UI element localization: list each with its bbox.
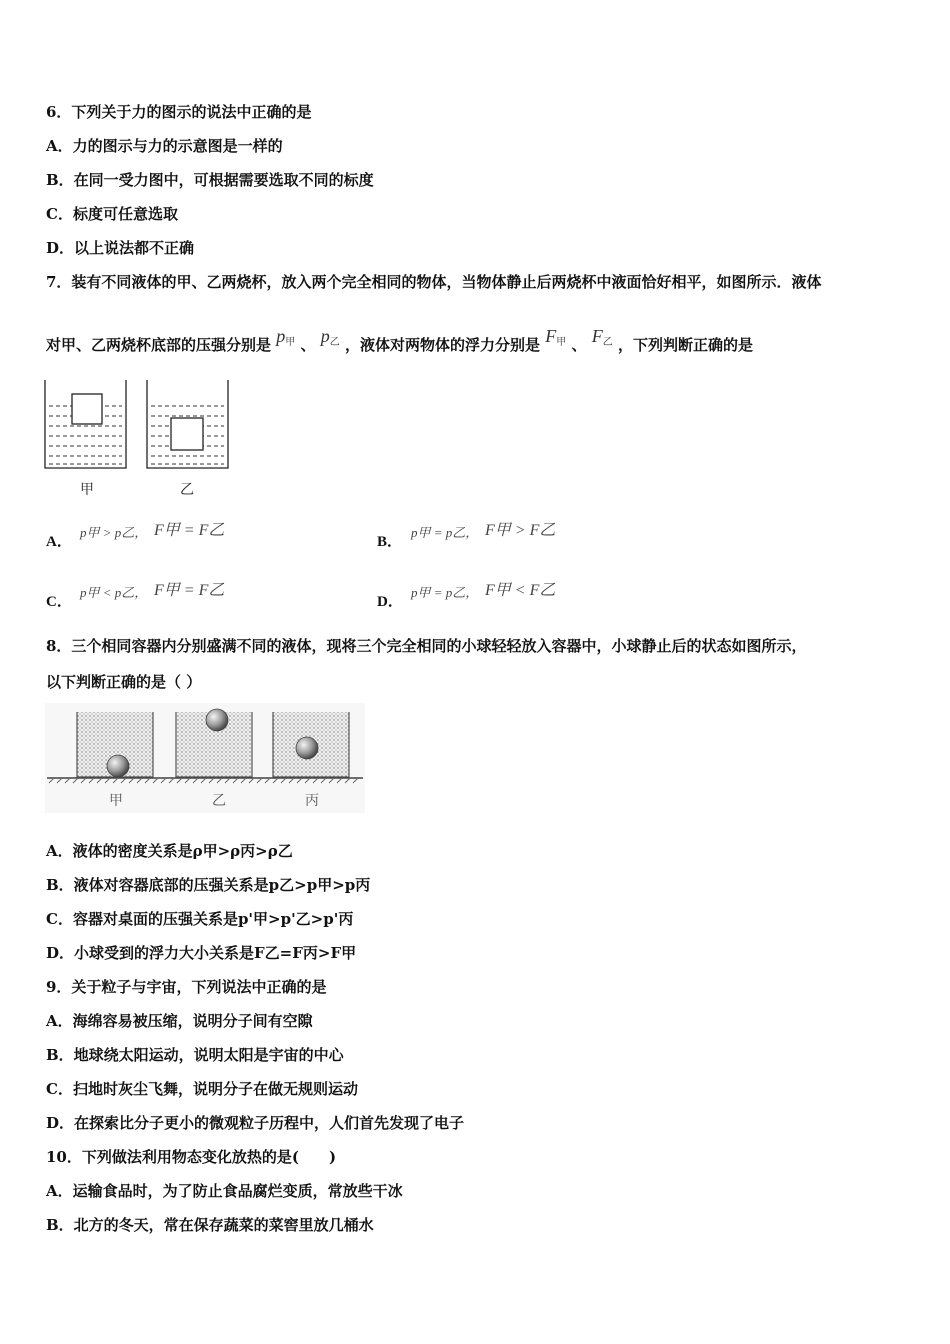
ball-jia xyxy=(107,755,129,777)
q7-fig-label-yi: 乙 xyxy=(180,482,194,498)
q9-stem: 9．关于粒子与宇宙，下列说法中正确的是 xyxy=(46,978,327,996)
q7-stem-line1: 7．装有不同液体的甲、乙两烧杯，放入两个完全相同的物体，当物体静止后两烧杯中液面恰好相平，如图所示．液体 xyxy=(46,273,822,291)
q8-option-d: D．小球受到的浮力大小关系是F乙=F丙>F甲 xyxy=(46,944,357,962)
q7-option-d-pressure: p甲 = p乙， xyxy=(411,585,479,600)
q7-stem-text-a: 对甲、乙两烧杯底部的压强分别是 xyxy=(46,336,272,354)
block-jia xyxy=(72,394,102,424)
ball-bing xyxy=(296,737,318,759)
q10-option-a: A．运输食品时，为了防止食品腐烂变质，常放些干冰 xyxy=(46,1182,403,1200)
container-jia xyxy=(77,712,153,777)
q7-option-c-force: F甲 = F乙 xyxy=(154,582,225,599)
q10-option-b: B．北方的冬天，常在保存蔬菜的菜窖里放几桶水 xyxy=(46,1216,374,1234)
q7-sep1: 、 xyxy=(300,336,316,354)
container-yi xyxy=(176,709,252,777)
q6-option-b: B．在同一受力图中，可根据需要选取不同的标度 xyxy=(46,171,374,189)
q7-symbol-p-yi: p乙 xyxy=(320,326,340,348)
q7-option-d-force: F甲 < F乙 xyxy=(485,582,556,599)
q6-option-c: C．标度可任意选取 xyxy=(46,205,178,223)
q8-fig-label-jia: 甲 xyxy=(109,793,123,809)
q7-option-c-label: C． xyxy=(46,594,72,610)
q8-fig-label-yi: 乙 xyxy=(212,793,226,809)
q7-option-b-force: F甲 > F乙 xyxy=(485,522,556,539)
q8-stem-line1: 8．三个相同容器内分别盛满不同的液体，现将三个完全相同的小球轻轻放入容器中，小球静止后的状态如图所示， xyxy=(46,637,807,655)
q7-option-d-label: D． xyxy=(377,594,403,610)
q7-option-a-pressure: p甲 > p乙， xyxy=(80,525,148,540)
q6-option-d: D．以上说法都不正确 xyxy=(46,239,195,257)
q9-option-b: B．地球绕太阳运动，说明太阳是宇宙的中心 xyxy=(46,1046,344,1064)
q8-fig-label-bing: 丙 xyxy=(305,793,319,809)
q7-symbol-f-yi: F乙 xyxy=(591,326,613,348)
q7-symbol-f-jia: F甲 xyxy=(545,326,567,348)
beaker-yi xyxy=(147,380,228,468)
q7-sep2: 、 xyxy=(571,336,587,354)
container-bing xyxy=(273,712,349,777)
q8-option-c: C．容器对桌面的压强关系是p'甲>p'乙>p'丙 xyxy=(46,910,354,928)
q6-option-a: A．力的图示与力的示意图是一样的 xyxy=(46,137,283,155)
q7-option-c-pressure: p甲 < p乙， xyxy=(80,585,148,600)
q10-stem: 10．下列做法利用物态变化放热的是( ) xyxy=(46,1148,337,1166)
q9-option-c: C．扫地时灰尘飞舞，说明分子在做无规则运动 xyxy=(46,1080,358,1098)
q9-option-a: A．海绵容易被压缩，说明分子间有空隙 xyxy=(46,1012,313,1030)
q7-stem-line2 xyxy=(46,326,753,358)
q7-option-b-pressure: p甲 = p乙， xyxy=(411,525,479,540)
q8-stem-line2: 以下判断正确的是（ ） xyxy=(46,673,202,691)
q7-stem-text-b: ，液体对两物体的浮力分别是 xyxy=(344,336,540,354)
ball-yi xyxy=(206,709,228,731)
q7-beaker-figure xyxy=(40,378,240,503)
block-yi xyxy=(171,418,203,450)
q9-option-d: D．在探索比分子更小的微观粒子历程中，人们首先发现了电子 xyxy=(46,1114,465,1132)
q7-option-b-label: B． xyxy=(377,534,403,550)
q7-fig-label-jia: 甲 xyxy=(80,482,94,498)
q8-option-b: B．液体对容器底部的压强关系是p乙>p甲>p丙 xyxy=(46,876,371,894)
q7-option-a-label: A． xyxy=(46,534,72,550)
q7-stem-text-c: ，下列判断正确的是 xyxy=(617,336,753,354)
beaker-jia xyxy=(45,380,126,468)
q7-option-a-force: F甲 = F乙 xyxy=(154,522,225,539)
q6-stem: 6．下列关于力的图示的说法中正确的是 xyxy=(46,103,312,121)
q8-option-a: A．液体的密度关系是ρ甲>ρ丙>ρ乙 xyxy=(46,842,293,860)
q7-symbol-p-jia: p甲 xyxy=(276,326,296,348)
